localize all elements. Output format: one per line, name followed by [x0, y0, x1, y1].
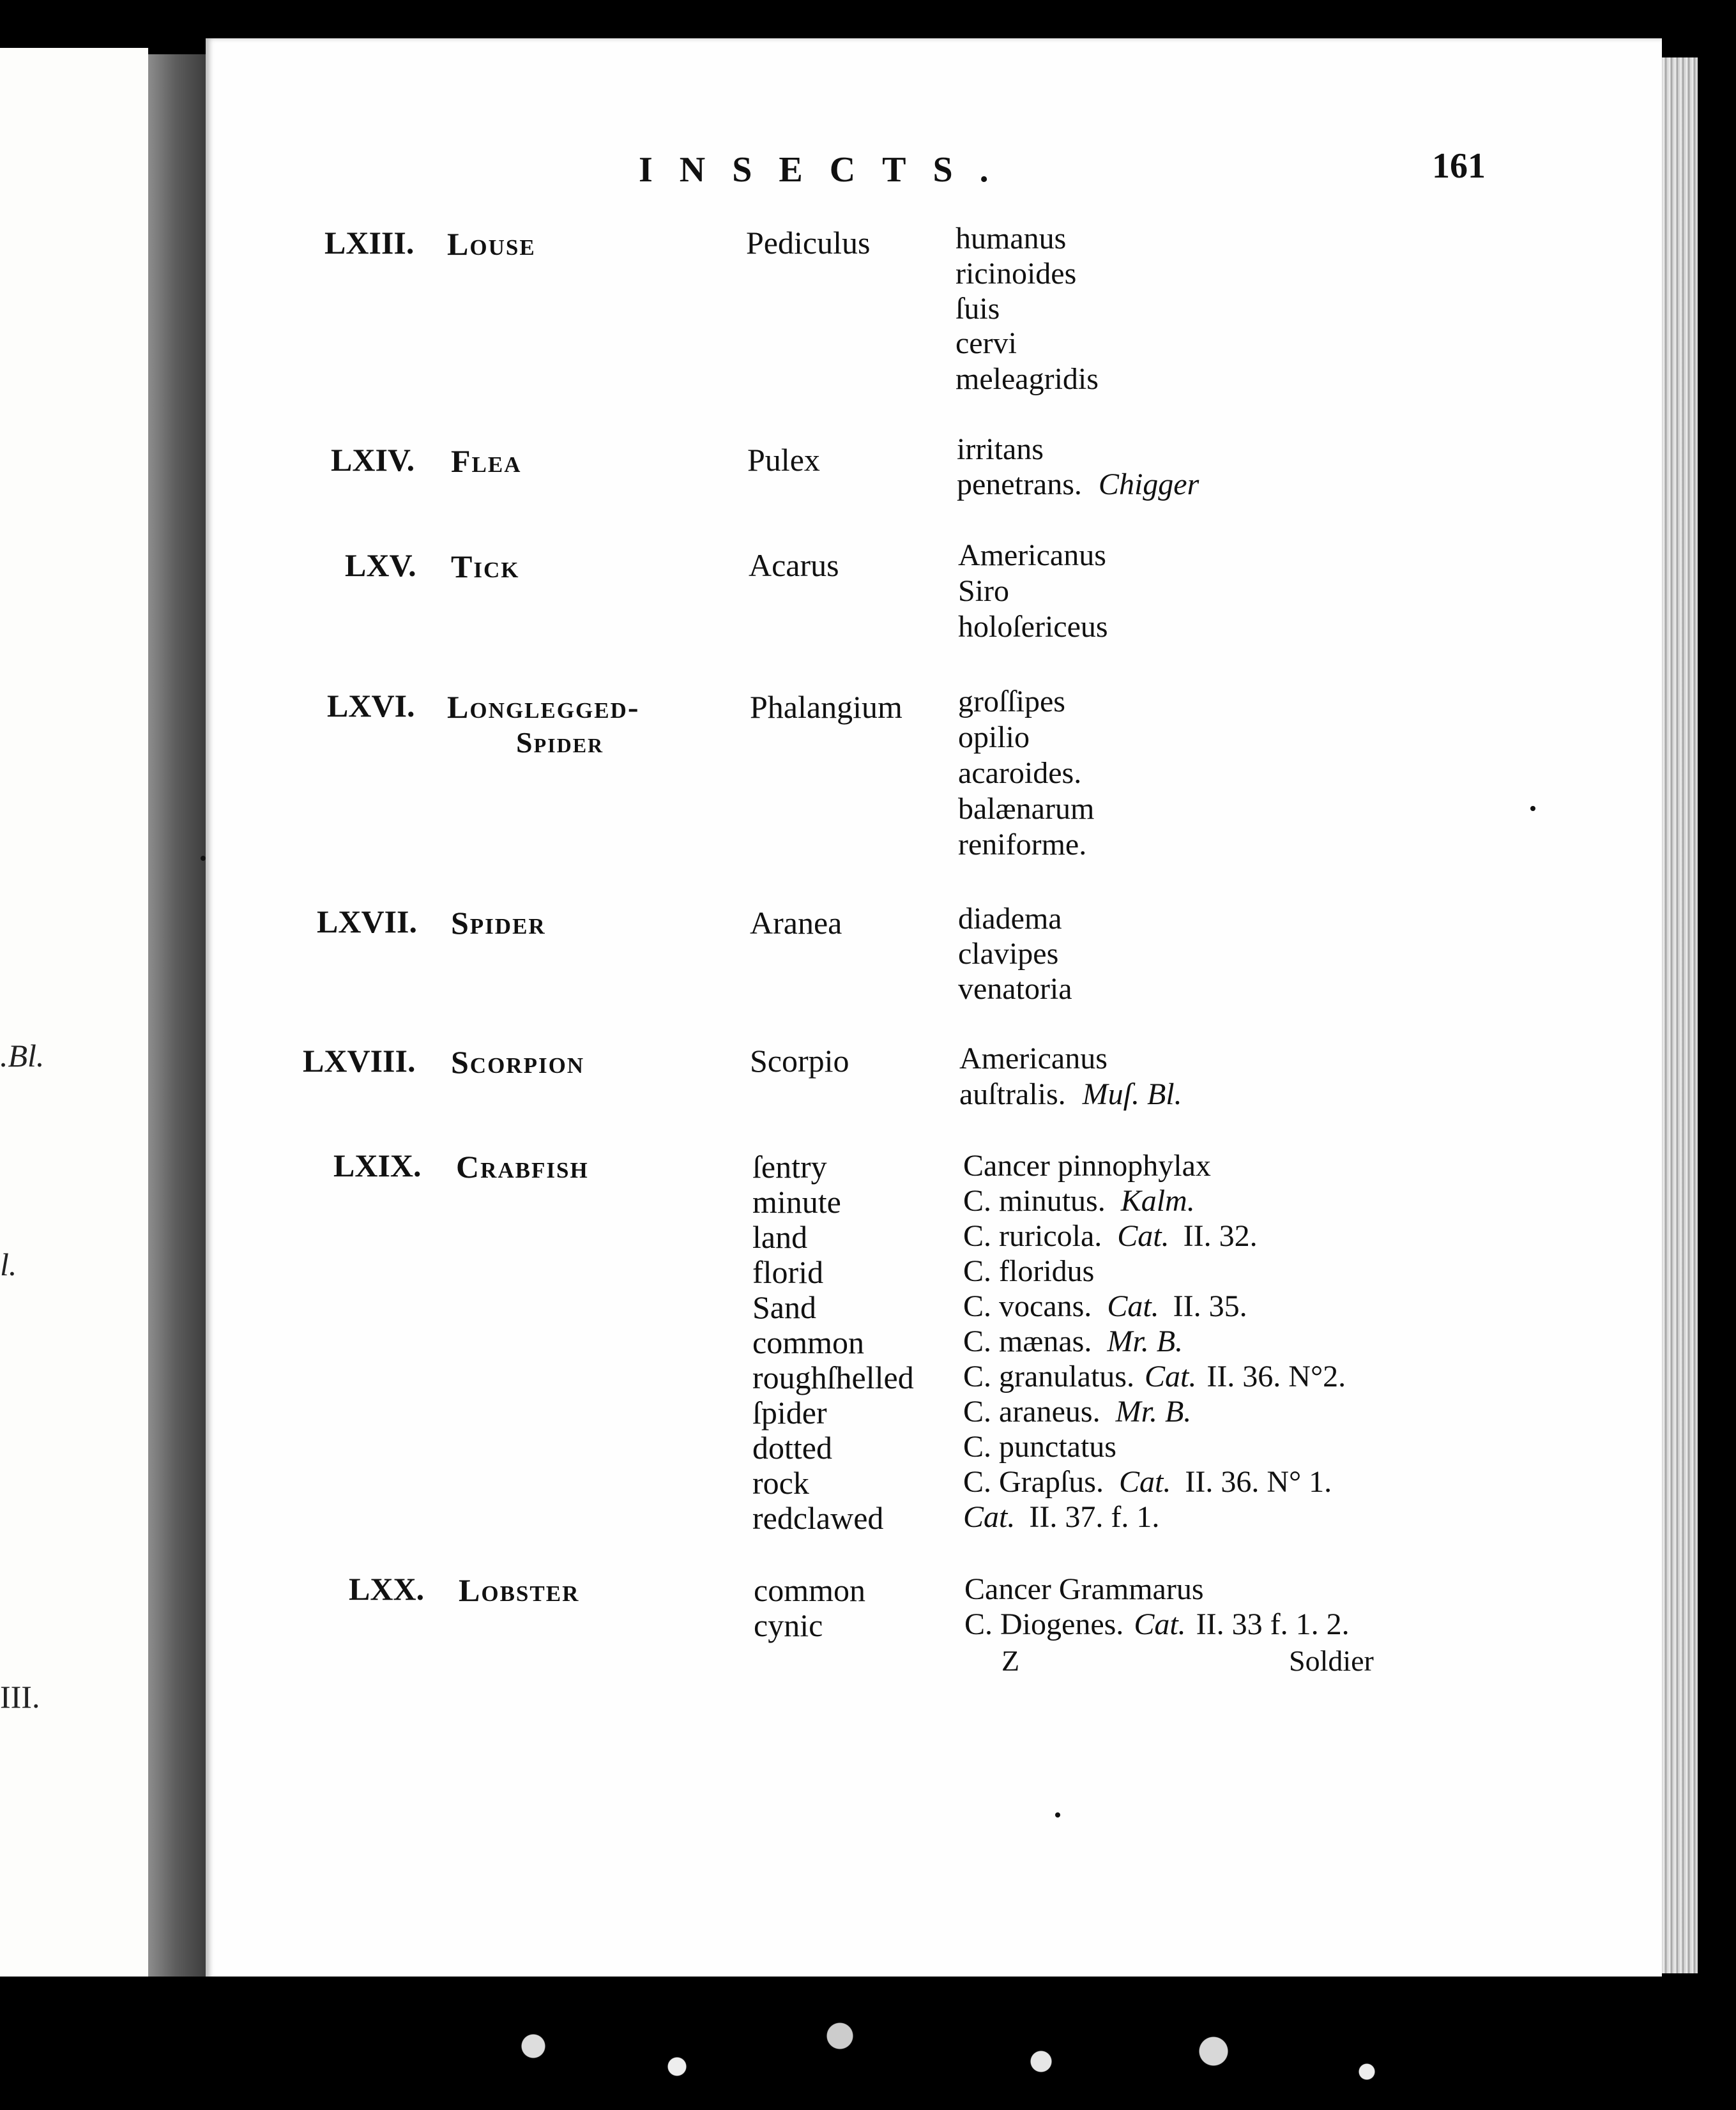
variety-latin-name [963, 1397, 1191, 1427]
variety-latin-name: Cancer Grammarus [964, 1572, 1204, 1606]
variety-latin-name [963, 1326, 1183, 1357]
variety-latin-name [963, 1291, 1247, 1322]
species-name: clavipes [958, 937, 1059, 971]
signature-mark: Z [1001, 1644, 1020, 1677]
variety-reference: II. 35. [1173, 1289, 1247, 1323]
page-edges [1662, 57, 1698, 1973]
right-page [206, 38, 1662, 1980]
species-name: opilio [958, 720, 1030, 754]
entry-number: LXIV. [331, 442, 415, 478]
variety-common-name: ſpider [752, 1395, 827, 1431]
species-name: irritans [957, 432, 1044, 466]
species-name [959, 1079, 1182, 1110]
variety-authority: Cat. [1107, 1289, 1159, 1323]
species-name: balænarum [958, 792, 1095, 826]
variety-common-name: common [752, 1324, 864, 1360]
species-name: groſſipes [958, 685, 1065, 718]
entry-name: Scorpion [451, 1044, 585, 1080]
variety-latin-name [963, 1362, 1346, 1392]
variety-reference: II. 37. f. 1. [1029, 1500, 1160, 1534]
variety-authority: Mr. B. [1107, 1324, 1184, 1358]
variety-latin-name: C. floridus [963, 1254, 1095, 1288]
species-name: humanus [956, 222, 1067, 255]
variety-reference: II. 33 f. 1. 2. [1196, 1607, 1350, 1641]
entry-number: LXIII. [324, 225, 415, 261]
variety-authority: Cat. [1134, 1607, 1186, 1641]
entry-number: LXVIII. [303, 1043, 416, 1079]
variety-authority: Cat. [1144, 1360, 1197, 1393]
variety-latin-name: C. punctatus [963, 1430, 1116, 1464]
species-epithet: auſtralis. [959, 1077, 1066, 1111]
entry-name: Lobster [459, 1572, 580, 1608]
variety-common-name: roughſhelled [752, 1360, 914, 1395]
species-name: cervi [956, 326, 1017, 360]
latin-binomial: C. Diogenes. [964, 1607, 1124, 1641]
book-gutter [148, 54, 209, 1977]
species-name: reniforme. [958, 828, 1087, 861]
variety-latin-name: Cancer pinnophylax [963, 1149, 1211, 1183]
latin-binomial: C. granulatus. [963, 1360, 1134, 1393]
latin-binomial: C. araneus. [963, 1395, 1100, 1429]
genus-name: Pediculus [746, 225, 871, 261]
variety-common-name: land [752, 1219, 808, 1255]
catchword: Soldier [1289, 1644, 1374, 1677]
species-name [957, 469, 1199, 500]
latin-binomial: C. Grapſus. [963, 1465, 1104, 1499]
entry-name: Tick [451, 549, 520, 584]
genus-name: Phalangium [750, 689, 902, 725]
species-name: Siro [958, 574, 1010, 608]
latin-binomial: C. vocans. [963, 1289, 1092, 1323]
left-page-fragment: .Bl. [0, 1038, 45, 1074]
variety-latin-name [963, 1502, 1159, 1533]
variety-latin-name [963, 1186, 1195, 1217]
species-name: holoſericeus [958, 610, 1108, 644]
entry-name-continued: Spider [516, 726, 604, 759]
variety-reference: II. 36. N° 1. [1185, 1465, 1332, 1499]
variety-authority: Cat. [1118, 1465, 1171, 1499]
species-name: diadema [958, 902, 1062, 936]
running-head: INSECTS. [639, 150, 1016, 190]
left-page-fragment: III. [0, 1679, 40, 1715]
variety-common-name: dotted [752, 1430, 832, 1466]
entry-name: Louse [447, 226, 536, 262]
latin-binomial: C. mænas. [963, 1324, 1092, 1358]
species-name: acaroides. [958, 756, 1082, 790]
genus-name: Scorpio [750, 1043, 849, 1079]
species-note: Muſ. Bl. [1082, 1077, 1182, 1111]
species-epithet: penetrans. [957, 467, 1082, 501]
variety-common-name: Sand [752, 1289, 816, 1325]
latin-binomial: C. minutus. [963, 1184, 1106, 1218]
left-page-fragment: l. [0, 1247, 17, 1282]
variety-authority: Mr. B. [1115, 1395, 1192, 1429]
entry-name: Flea [451, 443, 522, 479]
species-name: Americanus [958, 538, 1106, 572]
variety-latin-name [963, 1221, 1258, 1252]
ink-speck [1055, 1812, 1060, 1818]
entry-number: LXIX. [333, 1148, 422, 1183]
ink-speck [1530, 806, 1535, 811]
latin-binomial: C. ruricola. [963, 1219, 1102, 1253]
species-name: ricinoides [956, 257, 1077, 291]
entry-name: Spider [451, 905, 546, 941]
entry-number: LXVI. [327, 688, 415, 724]
scan-specks [485, 2005, 1443, 2107]
variety-common-name: florid [752, 1254, 824, 1290]
variety-authority: Cat. [1117, 1219, 1169, 1253]
variety-reference: II. 32. [1183, 1219, 1258, 1253]
species-name: ſuis [956, 292, 1000, 326]
genus-name: Pulex [747, 442, 820, 478]
species-note: Chigger [1098, 467, 1199, 501]
species-name: venatoria [958, 972, 1072, 1006]
variety-common-name: rock [752, 1465, 809, 1501]
genus-name: Acarus [749, 547, 839, 583]
variety-authority: Cat. [963, 1500, 1016, 1534]
entry-number: LXV. [345, 547, 416, 583]
ink-speck [201, 856, 206, 861]
variety-latin-name [964, 1609, 1350, 1640]
variety-reference: II. 36. N°2. [1207, 1360, 1346, 1393]
species-name: meleagridis [956, 362, 1099, 396]
variety-common-name: cynic [754, 1607, 823, 1643]
variety-common-name: redclawed [752, 1500, 884, 1536]
variety-common-name: ſentry [752, 1149, 827, 1185]
variety-authority: Kalm. [1120, 1184, 1195, 1218]
variety-common-name: common [754, 1572, 865, 1608]
variety-common-name: minute [752, 1184, 841, 1220]
entry-number: LXVII. [317, 904, 417, 939]
variety-latin-name [963, 1467, 1332, 1498]
entry-name: Crabfish [456, 1149, 589, 1185]
species-name: Americanus [959, 1042, 1108, 1075]
page-number: 161 [1432, 146, 1486, 186]
entry-number: LXX. [349, 1571, 425, 1607]
entry-name: Longlegged- [447, 689, 640, 725]
genus-name: Aranea [750, 905, 842, 941]
